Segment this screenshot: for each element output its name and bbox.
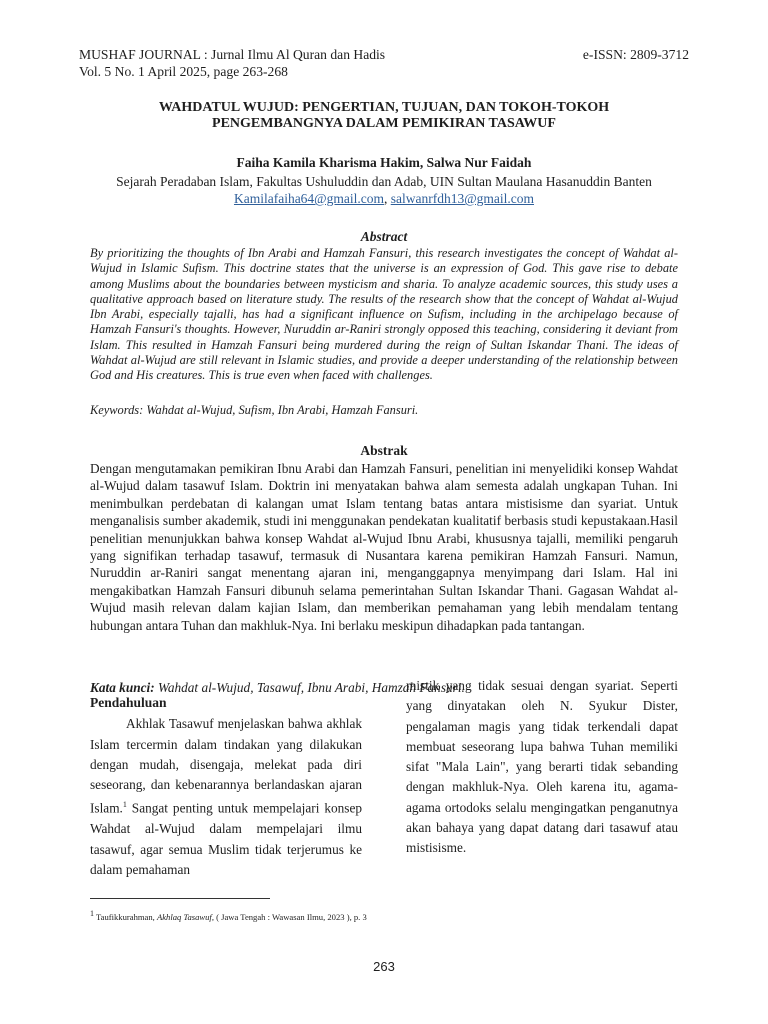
section-heading-pendahuluan: Pendahuluan [90, 695, 167, 710]
keywords-english: Keywords: Wahdat al-Wujud, Sufism, Ibn Arabi, Hamzah Fansuri. [90, 403, 419, 417]
issn: e-ISSN: 2809-3712 [582, 47, 689, 62]
intro-paragraph [90, 714, 362, 880]
email-separator: , [383, 191, 391, 206]
right-paragraph: mistik yang tidak sesuai dengan syariat. Seperti yang dinyatakan oleh N. Syukur Dister, pengalaman magis yang tidak terkendali dapat membuat seseorang lupa bahwa Tuhan memiliki sifat "Mala Lain", yang berarti tidak sebanding dengan makhluk-Nya. Oleh karena itu, agama-agama ortodoks selalu mengingatkan penganutnya akan bahaya yang dapat datang dari tasawuf atau mistisisme. [406, 678, 678, 856]
email-link-2[interactable]: salwanrfdh13@gmail.com [390, 191, 535, 206]
title-line-1: WAHDATUL WUJUD: PENGERTIAN, TUJUAN, DAN TOKOH-TOKOH [158, 100, 610, 115]
email-link-1[interactable]: Kamilafaiha64@gmail.com [233, 191, 384, 206]
author-emails [60, 191, 708, 207]
paper-title [90, 100, 678, 132]
footnote [90, 907, 370, 924]
footnote-number: 1 [90, 909, 94, 918]
abstrak-heading: Abstrak [360, 443, 408, 458]
intro-text: Akhlak Tasawuf menjelaskan bahwa akhlak Islam tercermin dalam tindakan yang dilakukan dengan mudah, disengaja, melekat pada diri seseorang, dan kebenarannya berlandaskan ajaran Islam. [90, 716, 362, 816]
footnote-book: Akhlaq Tasawuf [156, 911, 212, 922]
footnote-divider [90, 898, 270, 899]
intro-text-cont: Sangat penting untuk mempelajari konsep Wahdat al-Wujud dalam mempelajari ilmu tasawuf, agar semua Muslim tidak terjerumus ke dalam pemahaman [90, 800, 362, 877]
keywords-list: Wahdat al-Wujud, Tasawuf, Ibnu Arabi, Hamzah Fansuri. [154, 680, 465, 695]
authors: Faiha Kamila Kharisma Hakim, Salwa Nur Faidah [236, 155, 532, 170]
footnote-author: Taufikkurahman, [94, 911, 157, 922]
abstract-indonesian: Dengan mengutamakan pemikiran Ibnu Arabi dan Hamzah Fansuri, penelitian ini menyelidiki konsep Wahdat al-Wujud dalam tasawuf Islam. Doktrin ini menyatakan bahwa alam semesta adalah ungkapan Tuhan. Ini menimbulkan perdebatan di kalangan umat Islam tentang batas antara mistisisme dan syariat. Untuk menganalisis sumber akademik, studi ini menggunakan pendekatan kualitatif berbasis studi kepustakaan.Hasil penelitian menunjukkan bahwa konsep Wahdat al-Wujud Ibnu Arabi, khususnya tajalli, memiliki pengaruh yang signifikan terhadap tasawuf, termasuk di Nusantara karena pemikiran Hamzah Fansuri. Namun, Nuruddin ar-Raniri sangat menentang ajaran ini, menganggapnya menyimpang dari Islam. Hal ini mengakibatkan Hamzah Fansuri dibunuh selama pemerintahan Sultan Iskandar Thani. Gagasan Wahdat al-Wujud masih relevan dalam kajian Islam, dan memberikan pemahaman yang lebih mendalam tentang hubungan antara Tuhan dan makhluk-Nya. Ini berlaku meskipun dihadapkan pada tantangan. [90, 461, 678, 633]
journal-name: MUSHAF JOURNAL : Jurnal Ilmu Al Quran dan Hadis [79, 47, 386, 62]
right-column [406, 676, 678, 859]
affiliation: Sejarah Peradaban Islam, Fakultas Ushuluddin dan Adab, UIN Sultan Maulana Hasanuddin Banten [116, 174, 652, 189]
title-line-2: PENGEMBANGNYA DALAM PEMIKIRAN TASAWUF [212, 116, 556, 131]
abstract-heading: Abstract [360, 229, 408, 244]
running-header [79, 46, 689, 80]
footnote-rest: , ( Jawa Tengah : Wawasan Ilmu, 2023 ), p. 3 [211, 911, 367, 922]
footnote-ref[interactable]: 1 [122, 800, 127, 810]
keywords-label: Kata kunci: [90, 680, 155, 695]
left-column [90, 693, 362, 880]
abstract-english: By prioritizing the thoughts of Ibn Arabi and Hamzah Fansuri, this research investigates the concept of Wahdat al-Wujud in Islamic Sufism. This doctrine states that the universe is an expression of God. This gave rise to debate among Muslims about the boundaries between mysticism and sharia. To analyze academic sources, this study uses a qualitative approach based on literature study. The results of the research show that the concept of Wahdat al-Wujud Ibn Arabi, especially tajalli, has had a significant influence on Sufism, including in the archipelago because of Hamzah Fansuri's thoughts. However, Nuruddin ar-Raniri strongly opposed this teaching, considering it deviant from Islam. This resulted in Hamzah Fansuri being murdered during the reign of Sultan Iskandar Thani. The ideas of Wahdat al-Wujud are still relevant in Islamic studies, and provide a deeper understanding of the relationship between God and His creatures. This is true even when faced with challenges. [90, 246, 678, 383]
page-number: 263 [373, 959, 395, 974]
volume-info: Vol. 5 No. 1 April 2025, page 263-268 [79, 64, 288, 79]
